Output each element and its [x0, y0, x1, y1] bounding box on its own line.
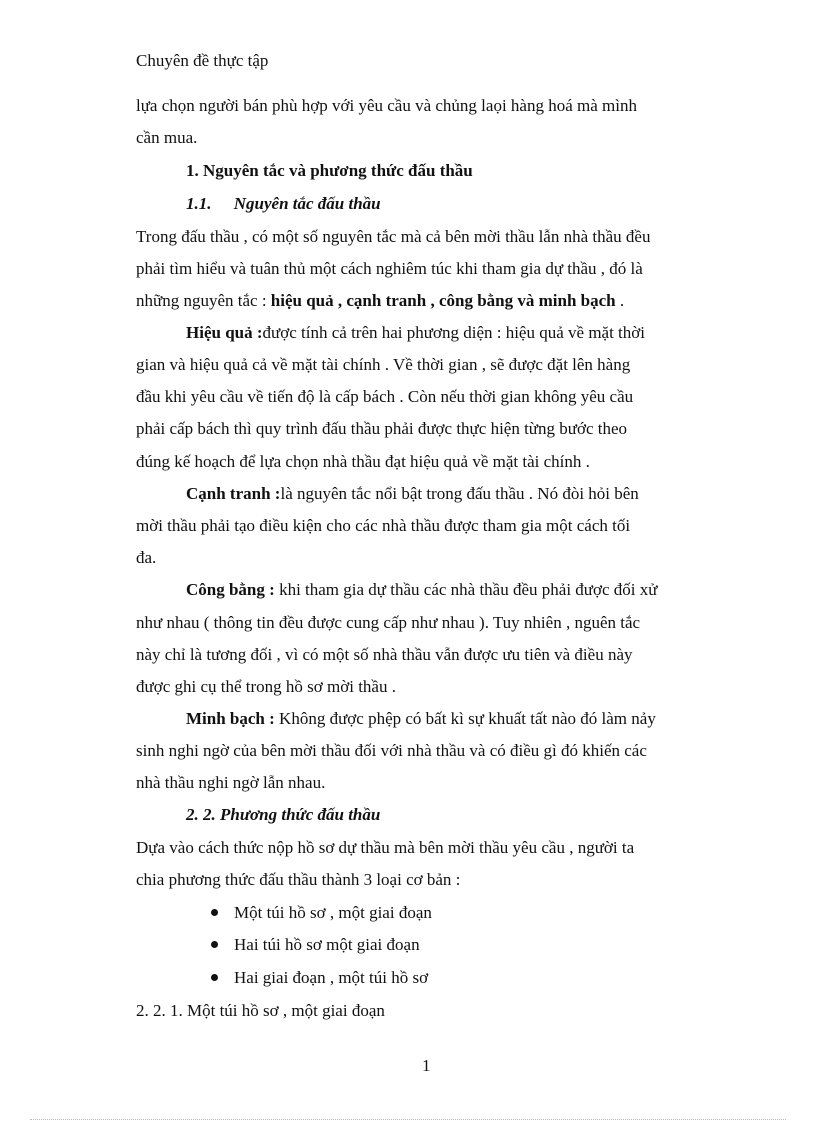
page-divider: [30, 1119, 786, 1120]
header-title: Chuyên đề thực tập: [136, 51, 269, 70]
bullet-icon: [211, 974, 218, 981]
text-run: là nguyên tắc nổi bật trong đấu thầu . Nó đòi hỏi bên: [280, 484, 639, 503]
paragraph-line: [186, 483, 639, 505]
term-label: Công bằng :: [186, 580, 275, 599]
term-label: Cạnh tranh :: [186, 484, 281, 503]
paragraph-line: [186, 708, 656, 730]
paragraph-line: sinh nghi ngờ của bên mời thầu đối với nhà thầu và có điều gì đó khiến các: [136, 741, 647, 760]
paragraph-line: mời thầu phải tạo điều kiện cho các nhà thầu được tham gia một cách tối: [136, 516, 631, 535]
text-run: .: [615, 291, 625, 310]
page-number: 1: [422, 1056, 431, 1075]
subsection-heading: 2. 2. 1. Một túi hồ sơ , một giai đoạn: [136, 1001, 385, 1020]
paragraph-line: Dựa vào cách thức nộp hồ sơ dự thầu mà bên mời thầu yêu cầu , người ta: [136, 838, 635, 857]
paragraph-line: [186, 322, 645, 344]
paragraph-line: đa.: [136, 548, 157, 567]
bold-principles: hiệu quả , cạnh tranh , công bằng và minh bạch: [270, 291, 616, 310]
paragraph-line: lựa chọn người bán phù hợp với yêu cầu và chủng laọi hàng hoá mà mình: [136, 96, 637, 115]
paragraph-line: phải cấp bách thì quy trình đấu thầu phải được thực hiện từng bước theo: [136, 419, 628, 438]
paragraph-line: cần mua.: [136, 128, 198, 147]
bullet-icon: [211, 941, 218, 948]
paragraph-line: đúng kế hoạch để lựa chọn nhà thầu đạt hiệu quả về mặt tài chính .: [136, 452, 590, 471]
text-run: Không được phệp có bất kì sự khuất tất nào đó làm nảy: [274, 709, 656, 728]
subsection-heading: 2. 2. Phương thức đấu thầu: [186, 805, 381, 824]
subsection-title: Nguyên tắc đấu thầu: [233, 194, 381, 213]
paragraph-line: chia phương thức đấu thầu thành 3 loại cơ bản :: [136, 870, 461, 889]
term-label: Minh bạch :: [186, 709, 275, 728]
paragraph-line: nhà thầu nghi ngờ lẫn nhau.: [136, 773, 326, 792]
paragraph-line: [186, 579, 657, 601]
bullet-icon: [211, 909, 218, 916]
paragraph-line: đầu khi yêu cầu về tiến độ là cấp bách . Còn nếu thời gian không yêu cầu: [136, 387, 634, 406]
list-item: Một túi hồ sơ , một giai đoạn: [234, 903, 432, 922]
paragraph-line: như nhau ( thông tin đều được cung cấp như nhau ). Tuy nhiên , nguên tắc: [136, 613, 641, 632]
paragraph-line: phải tìm hiểu và tuân thủ một cách nghiêm túc khi tham gia dự thầu , đó là: [136, 259, 643, 278]
paragraph-line: này chỉ là tương đối , vì có một số nhà thầu vẫn được ưu tiên và điều này: [136, 645, 633, 664]
subsection-number: 1.1.: [186, 194, 212, 213]
paragraph-line: Trong đấu thầu , có một số nguyên tắc mà cả bên mời thầu lẫn nhà thầu đều: [136, 227, 651, 246]
list-item: Hai túi hồ sơ một giai đoạn: [234, 935, 420, 954]
paragraph-line: [136, 290, 624, 312]
subsection-heading: [186, 193, 381, 215]
list-item: Hai giai đoạn , một túi hồ sơ: [234, 968, 429, 987]
paragraph-line: được ghi cụ thể trong hồ sơ mời thầu .: [136, 677, 396, 696]
paragraph-line: gian và hiệu quả cả về mặt tài chính . Về thời gian , sẽ được đặt lên hàng: [136, 355, 631, 374]
text-run: những nguyên tắc :: [136, 291, 271, 310]
term-label: Hiệu quả :: [186, 323, 263, 342]
text-run: khi tham gia dự thầu các nhà thầu đều phải được đối xử: [274, 580, 658, 599]
section-heading: 1. Nguyên tắc và phương thức đấu thầu: [186, 161, 473, 180]
text-run: được tính cả trên hai phương diện : hiệu quả về mặt thời: [262, 323, 645, 342]
